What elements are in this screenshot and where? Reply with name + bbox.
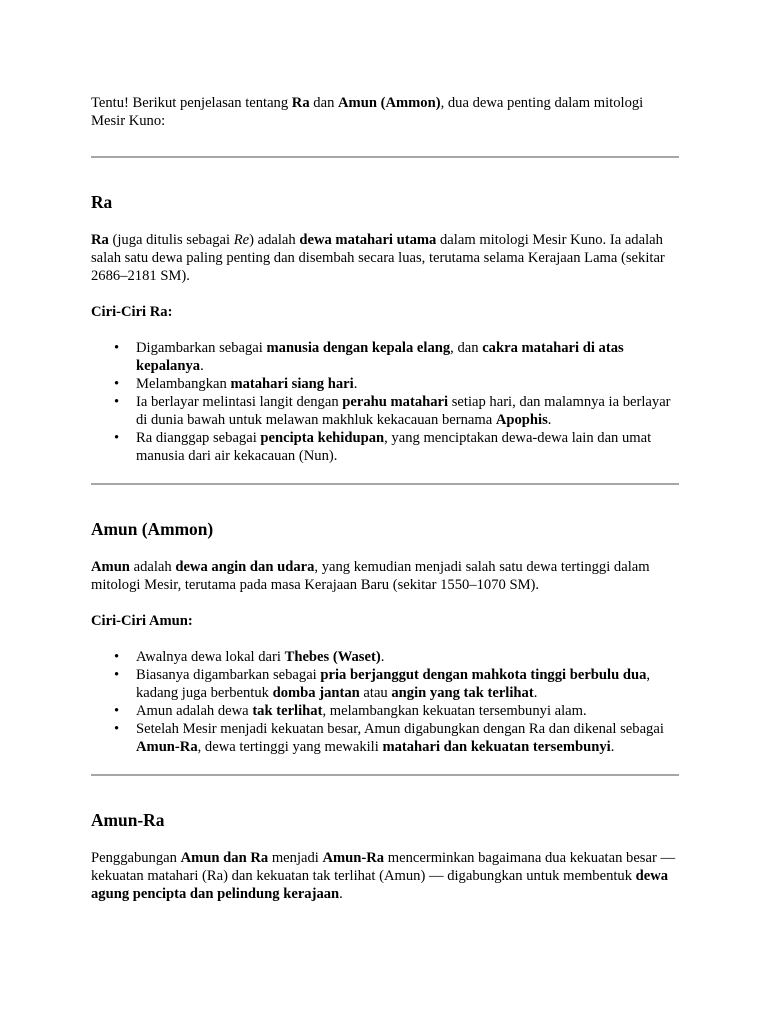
ra-text: dalam mitologi Mesir Kuno. Ia adalah salah satu dewa paling penting dan disembah secara luas, terutama selama Kerajaan Lama (sekitar 2686–2181 SM). xyxy=(91,232,665,284)
ra-bold: dewa matahari utama xyxy=(299,232,437,248)
list-bold: angin yang tak terlihat xyxy=(391,685,534,701)
list-bold: pria berjanggut dengan mahkota tinggi berbulu dua xyxy=(320,667,647,683)
list-item xyxy=(136,720,679,756)
list-text: . xyxy=(547,412,552,428)
divider xyxy=(91,774,679,776)
list-text: atau xyxy=(359,685,392,701)
list-item xyxy=(136,702,679,720)
divider xyxy=(91,156,679,158)
section-title-amun-ra: Amun-Ra xyxy=(91,810,165,830)
ra-list xyxy=(91,339,679,465)
list-text: Amun adalah dewa xyxy=(136,703,253,719)
section-title-ra: Ra xyxy=(91,192,113,212)
list-item xyxy=(136,375,679,393)
list-bold: Thebes (Waset) xyxy=(284,649,381,665)
amun-text: adalah xyxy=(129,559,176,575)
list-bold: manusia dengan kepala elang xyxy=(266,340,451,356)
ra-text: (juga ditulis sebagai xyxy=(108,232,234,248)
intro-bold-ra: Ra xyxy=(291,95,310,111)
ra-italic: Re xyxy=(233,232,250,248)
list-text: , dan xyxy=(450,340,483,356)
list-text: . xyxy=(353,376,358,392)
amun-paragraph xyxy=(91,558,679,594)
list-bold: perahu matahari xyxy=(342,394,449,410)
list-text: Biasanya digambarkan sebagai xyxy=(136,667,321,683)
intro-text: , dua dewa penting dalam mitologi Mesir Kuno: xyxy=(91,95,644,129)
list-bold: domba jantan xyxy=(272,685,360,701)
list-text: Awalnya dewa lokal dari xyxy=(136,649,285,665)
divider xyxy=(91,483,679,485)
list-item xyxy=(136,429,679,465)
amun-ra-bold: Amun-Ra xyxy=(322,850,385,866)
ra-bold: Ra xyxy=(91,232,109,248)
amun-subheading: Ciri-Ciri Amun: xyxy=(91,613,193,629)
list-item xyxy=(136,393,679,429)
ra-paragraph xyxy=(91,231,679,285)
amun-text: , yang kemudian menjadi salah satu dewa tertinggi dalam mitologi Mesir, terutama pada masa Kerajaan Baru (sekitar 1550–1070 SM). xyxy=(91,559,650,593)
list-text: . xyxy=(610,739,615,755)
list-text: , yang menciptakan dewa-dewa lain dan umat manusia dari air kekacauan (Nun). xyxy=(136,430,652,464)
intro-text: Tentu! Berikut penjelasan tentang xyxy=(91,95,292,111)
section-title-amun: Amun (Ammon) xyxy=(91,519,214,539)
list-bold: cakra matahari di atas kepalanya xyxy=(136,340,624,374)
amun-ra-paragraph xyxy=(91,849,679,903)
list-text: , melambangkan kekuatan tersembunyi alam. xyxy=(322,703,587,719)
list-text: . xyxy=(380,649,385,665)
list-text: setiap hari, dan malamnya ia berlayar di dunia bawah untuk melawan makhluk kekacauan bernama xyxy=(136,394,671,428)
list-bold: matahari dan kekuatan tersembunyi xyxy=(382,739,611,755)
list-bold: pencipta kehidupan xyxy=(260,430,385,446)
list-text: Melambangkan xyxy=(136,376,231,392)
list-bold: matahari siang hari xyxy=(230,376,354,392)
list-text: , kadang juga berbentuk xyxy=(136,667,651,701)
list-text: , dewa tertinggi yang mewakili xyxy=(197,739,383,755)
intro-bold-amun: Amun (Ammon) xyxy=(338,95,441,111)
intro-text: dan xyxy=(309,95,339,111)
amun-ra-bold: dewa agung pencipta dan pelindung kerajaan xyxy=(91,868,669,902)
list-item xyxy=(136,339,679,375)
ra-text: ) adalah xyxy=(249,232,300,248)
amun-bold: Amun xyxy=(91,559,130,575)
list-text: Setelah Mesir menjadi kekuatan besar, Amun digabungkan dengan Ra dan dikenal sebagai xyxy=(136,721,664,737)
amun-ra-text: menjadi xyxy=(268,850,323,866)
document-page xyxy=(91,94,679,921)
amun-ra-bold: Amun dan Ra xyxy=(180,850,269,866)
amun-ra-text: Penggabungan xyxy=(91,850,181,866)
ra-subheading: Ciri-Ciri Ra: xyxy=(91,304,173,320)
list-bold: tak terlihat xyxy=(252,703,323,719)
list-text: . xyxy=(200,358,204,374)
amun-ra-text: mencerminkan bagaimana dua kekuatan besar — kekuatan matahari (Ra) dan kekuatan tak terlihat (Amun) — digabungkan untuk membentuk xyxy=(91,850,676,884)
amun-list xyxy=(91,648,679,756)
list-item xyxy=(136,666,679,702)
amun-ra-text: . xyxy=(339,886,343,902)
list-text: Digambarkan sebagai xyxy=(136,340,267,356)
list-text: Ia berlayar melintasi langit dengan xyxy=(136,394,343,410)
list-bold: Apophis xyxy=(495,412,548,428)
list-text: . xyxy=(533,685,538,701)
list-item xyxy=(136,648,679,666)
intro-paragraph xyxy=(91,94,679,130)
list-bold: Amun-Ra xyxy=(136,739,198,755)
list-text: Ra dianggap sebagai xyxy=(136,430,261,446)
amun-bold: dewa angin dan udara xyxy=(175,559,315,575)
